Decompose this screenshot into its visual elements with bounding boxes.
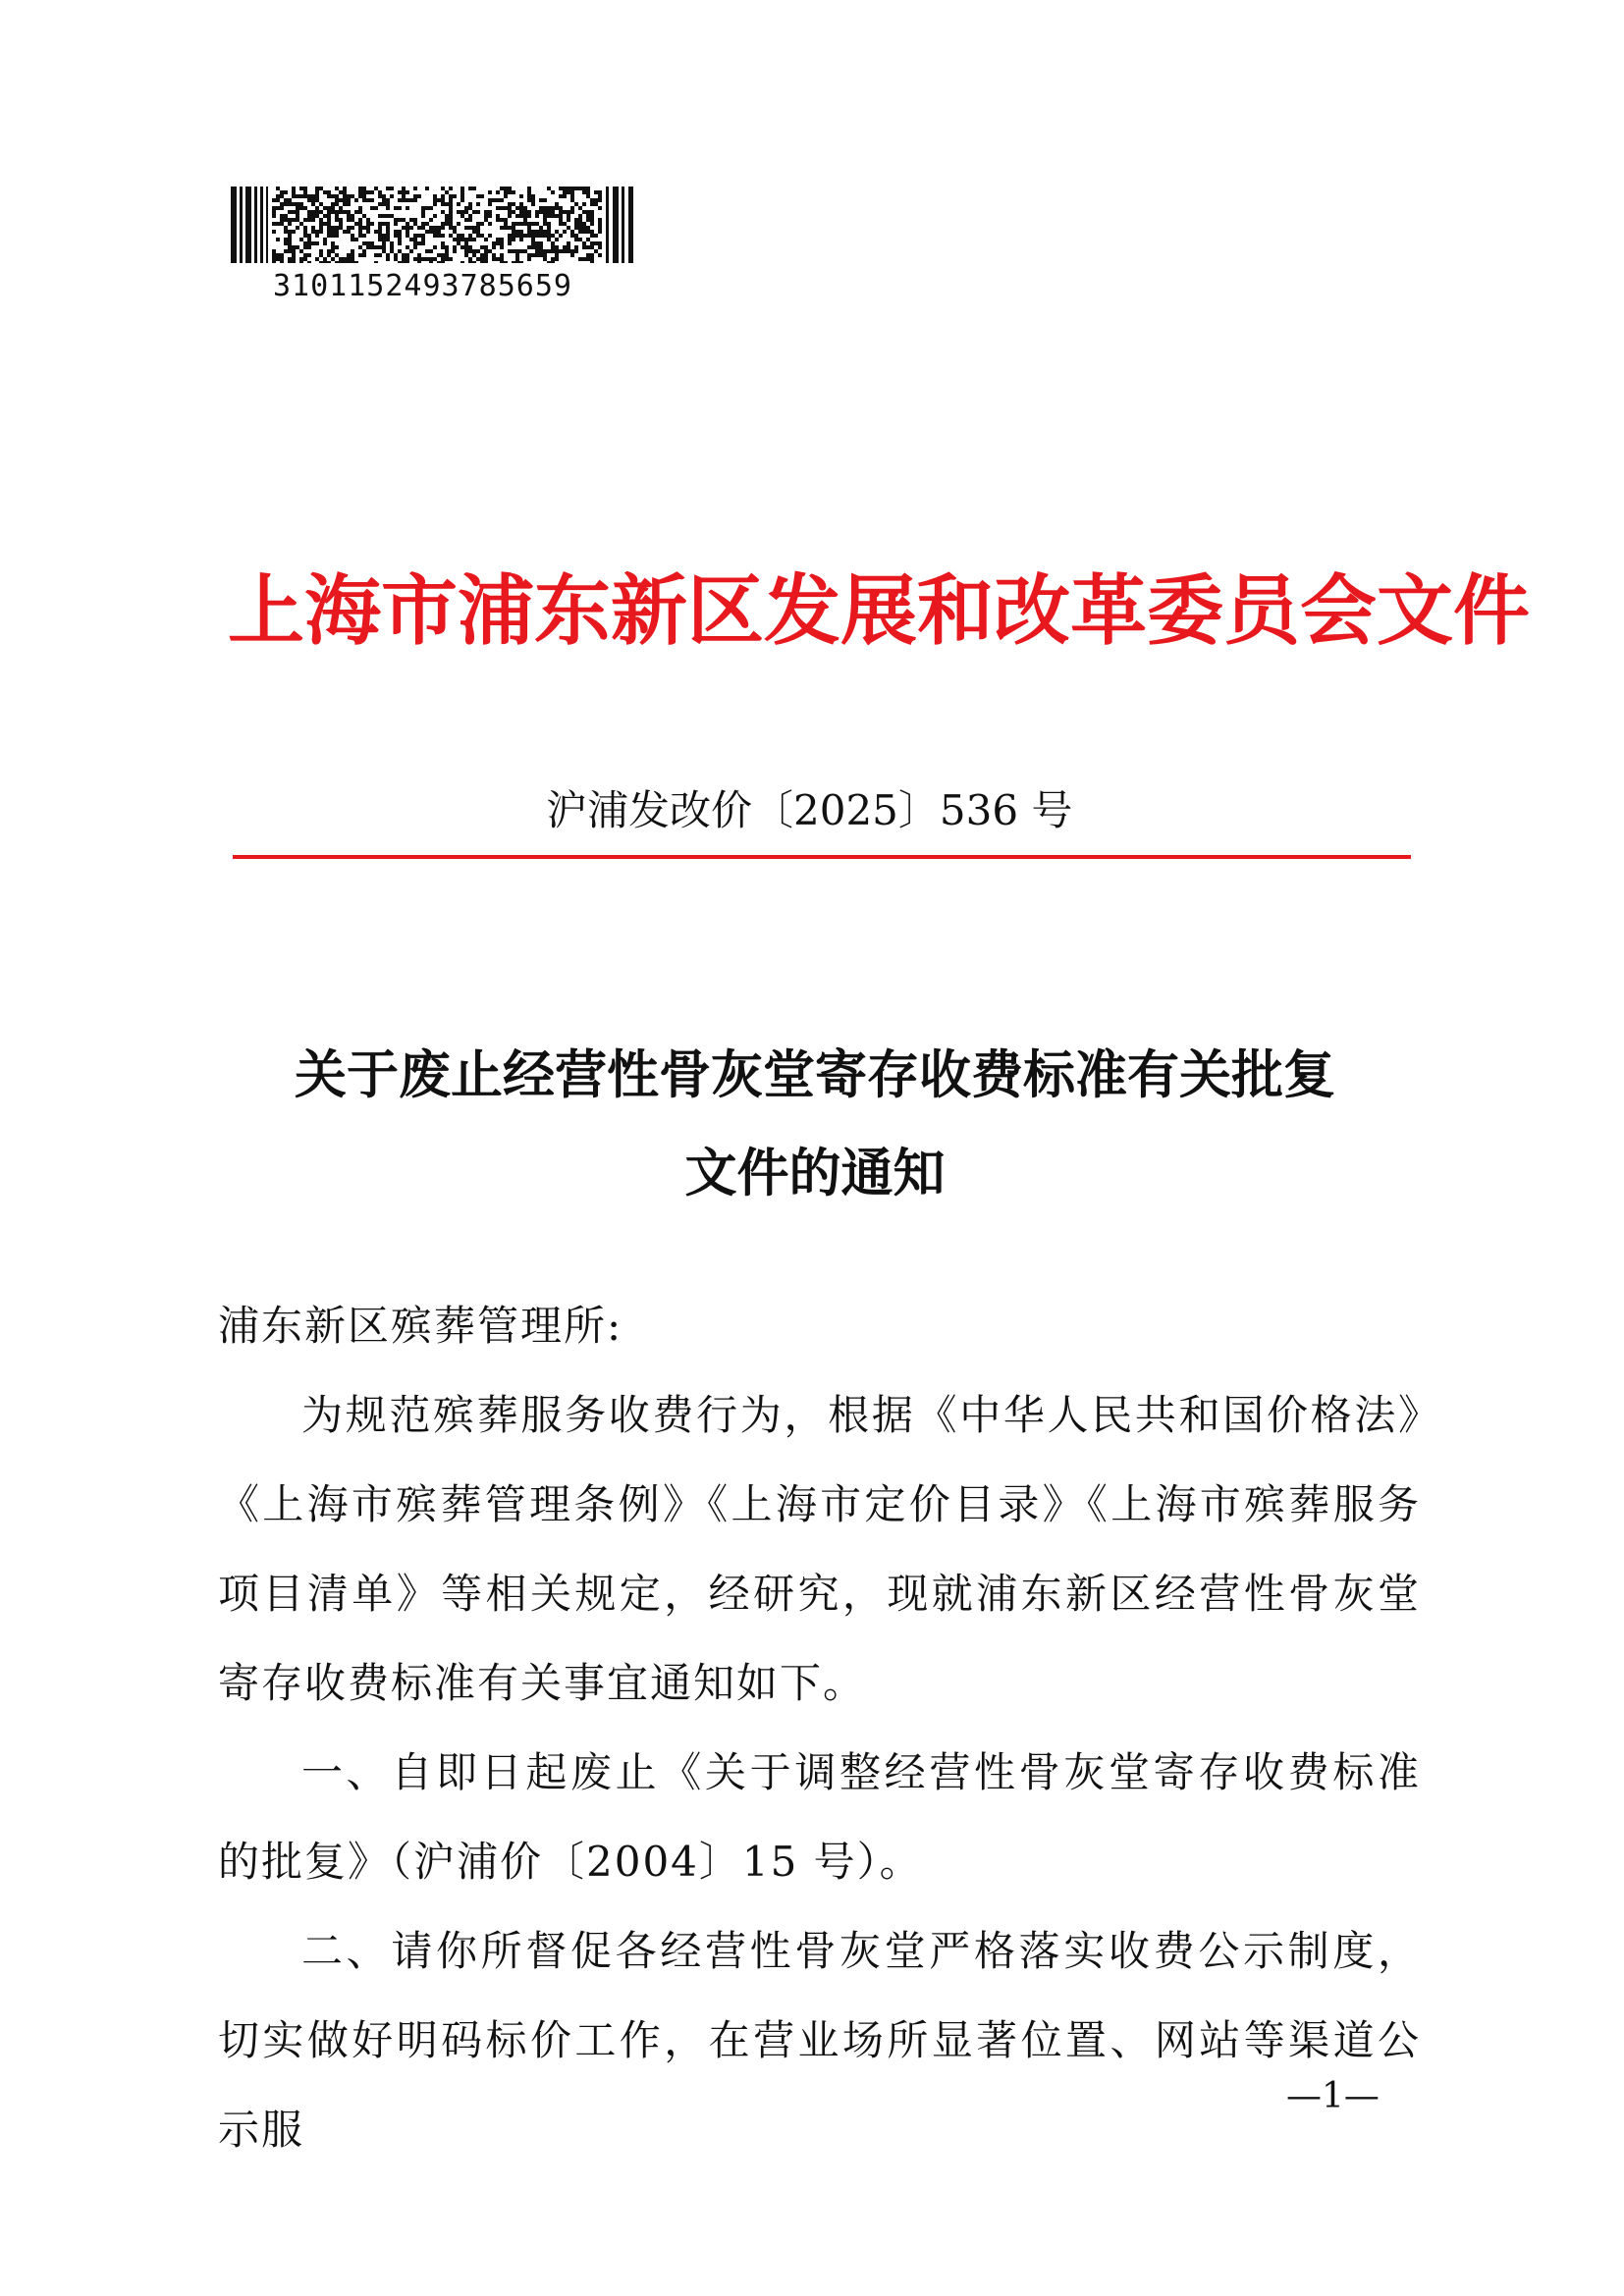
- body-paragraph: 为规范殡葬服务收费行为，根据《中华人民共和国价格法》《上海市殡葬管理条例》《上海市定价目录》《上海市殡葬服务项目清单》等相关规定，经研究，现就浦东新区经营性骨灰堂寄存收费标准有关事宜通知如下。: [218, 1391, 1421, 1707]
- body-paragraph: 二、请你所督促各经营性骨灰堂严格落实收费公示制度，切实做好明码标价工作，在营业场所显著位置、网站等渠道公示服: [218, 1927, 1421, 2154]
- title-line-1: 关于废止经营性骨灰堂寄存收费标准有关批复: [295, 1044, 1335, 1105]
- document-title: [196, 1026, 1434, 1222]
- barcode-graphic: [231, 187, 633, 263]
- red-separator-line: [233, 855, 1411, 859]
- salutation: 浦东新区殡葬管理所:: [218, 1302, 623, 1350]
- org-header-title: 上海市浦东新区发展和改革委员会文件: [228, 566, 1531, 656]
- page-number: —1—: [1286, 2076, 1380, 2116]
- body-text: [218, 1281, 1421, 2174]
- body-paragraph: 一、自即日起废止《关于调整经营性骨灰堂寄存收费标准的批复》（沪浦价〔2004〕15 号）。: [218, 1748, 1421, 1886]
- barcode-number: 3101152493785659: [273, 269, 572, 303]
- document-number: 沪浦发改价〔2025〕536 号: [546, 786, 1073, 834]
- title-line-2: 文件的通知: [684, 1143, 946, 1203]
